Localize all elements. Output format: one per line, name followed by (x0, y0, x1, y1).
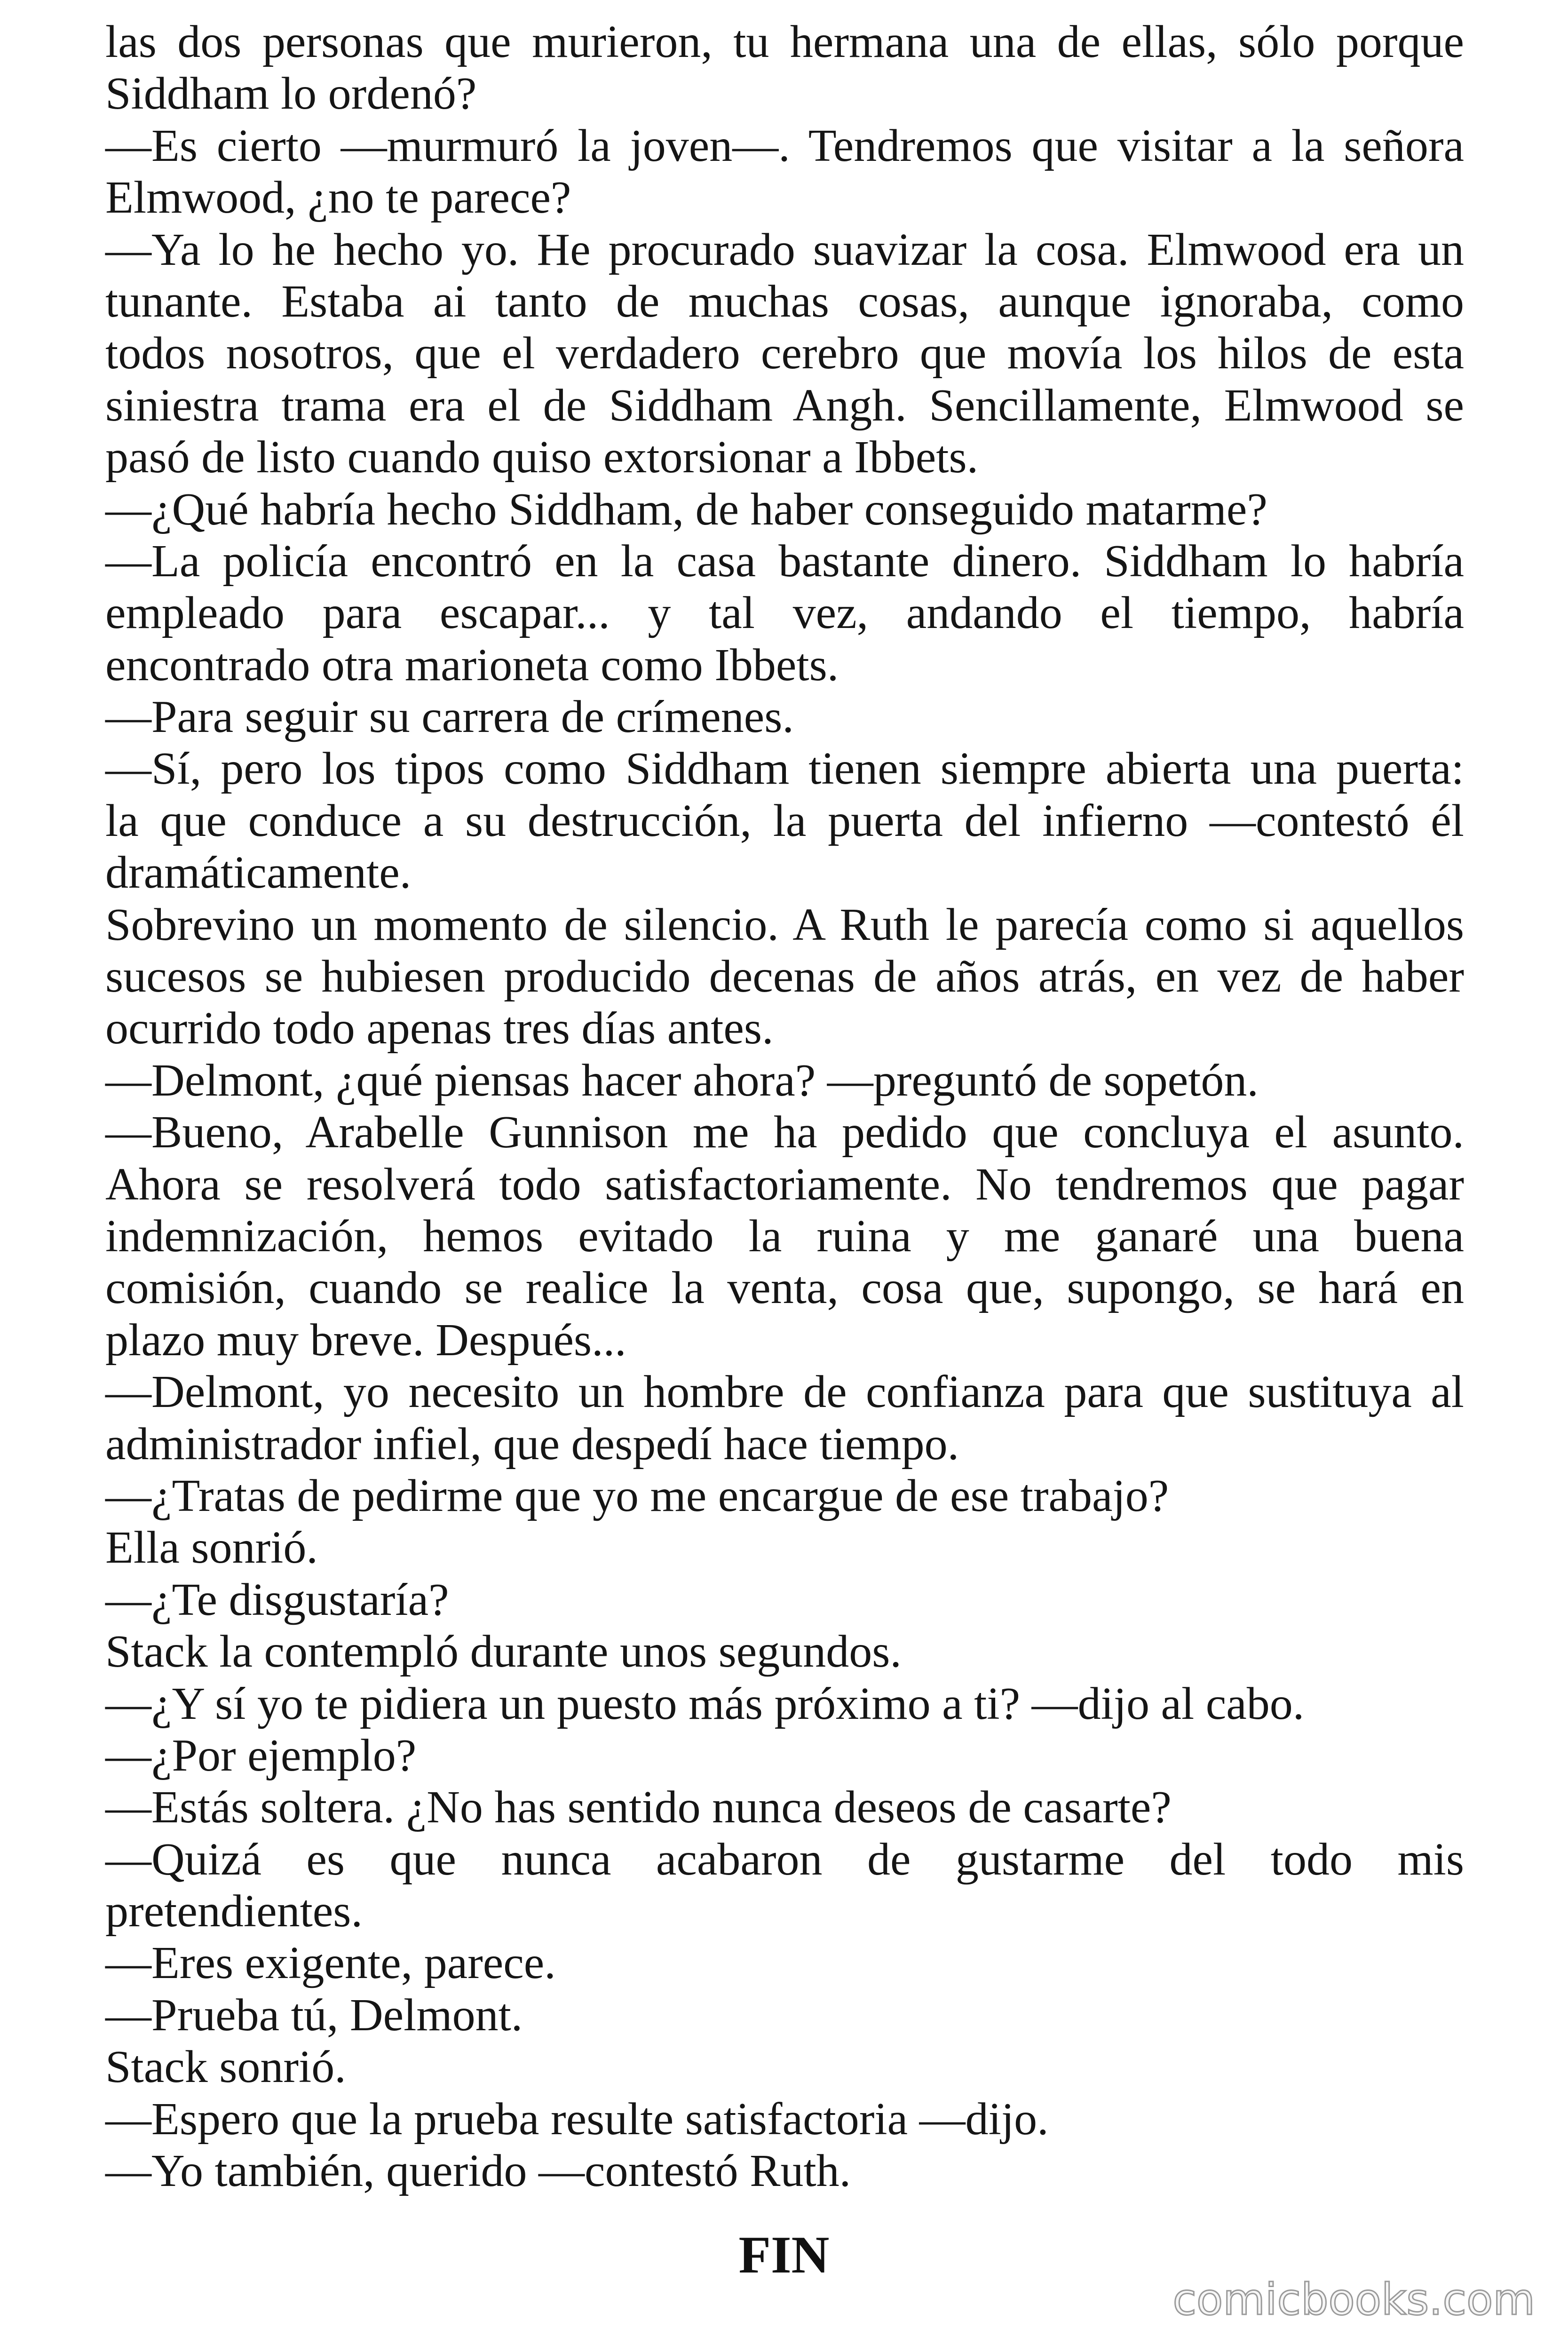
paragraph (105, 1366, 1464, 1470)
paragraph (105, 1626, 1464, 1677)
paragraph (105, 1989, 1464, 2041)
text-line: —Es cierto —murmuró la joven—. Tendremos que visitar a la señora (105, 120, 1464, 171)
text-line: —La policía encontró en la casa bastante dinero. Siddham lo habría (105, 535, 1464, 587)
paragraph (105, 899, 1464, 1055)
paragraph (105, 2041, 1464, 2093)
paragraph (105, 1522, 1464, 1573)
text-line: las dos personas que murieron, tu hermana una de ellas, sólo porque (105, 16, 1464, 67)
text-line: —Eres exigente, parece. (105, 1938, 556, 1989)
paragraph (105, 1730, 1464, 1781)
paragraph (105, 224, 1464, 484)
paragraph (105, 120, 1464, 224)
text-line: empleado para escapar... y tal vez, andando el tiempo, habría (105, 588, 1464, 639)
text-line: —Ya lo he hecho yo. He procurado suavizar la cosa. Elmwood era un (105, 224, 1464, 275)
text-line: sucesos se hubiesen producido decenas de años atrás, en vez de haber (105, 951, 1464, 1002)
text-line: —Quizá es que nunca acabaron de gustarme del todo mis (105, 1834, 1464, 1885)
paragraph (105, 743, 1464, 898)
text-line: Sobrevino un momento de silencio. A Ruth le parecía como si aquellos (105, 899, 1464, 950)
text-line: pasó de listo cuando quiso extorsionar a Ibbets. (105, 432, 979, 483)
text-line: Ella sonrió. (105, 1522, 318, 1573)
text-line: —Bueno, Arabelle Gunnison me ha pedido que concluya el asunto. (105, 1107, 1464, 1158)
paragraph (105, 484, 1464, 535)
text-line: pretendientes. (105, 1886, 363, 1937)
text-line: la que conduce a su destrucción, la puerta del infierno —contestó él (105, 795, 1464, 846)
text-line: —¿Qué habría hecho Siddham, de haber conseguido matarme? (105, 484, 1267, 535)
watermark-logo: comicbooks.com (1172, 2274, 1535, 2325)
text-line: —Yo también, querido —contestó Ruth. (105, 2145, 851, 2197)
text-line: —Delmont, yo necesito un hombre de confianza para que sustituya al (105, 1367, 1464, 1418)
paragraph (105, 1055, 1464, 1106)
paragraph (105, 1781, 1464, 1833)
text-line: todos nosotros, que el verdadero cerebro que movía los hilos de esta (105, 328, 1464, 379)
text-line: administrador infiel, que despedí hace tiempo. (105, 1418, 959, 1470)
end-marker: FIN (738, 2226, 830, 2284)
text-line: encontrado otra marioneta como Ibbets. (105, 639, 839, 691)
text-line: —Prueba tú, Delmont. (105, 1989, 523, 2041)
text-line: indemnización, hemos evitado la ruina y me ganaré una buena (105, 1210, 1464, 1262)
text-line: Siddham lo ordenó? (105, 68, 477, 119)
paragraph (105, 2145, 1464, 2197)
page-text (105, 16, 1464, 2197)
text-line: siniestra trama era el de Siddham Angh. Sencillamente, Elmwood se (105, 380, 1464, 431)
paragraph (105, 1574, 1464, 1626)
paragraph (105, 1106, 1464, 1366)
text-line: —Para seguir su carrera de crímenes. (105, 691, 794, 743)
text-line: Stack la contempló durante unos segundos. (105, 1626, 902, 1677)
paragraph (105, 2093, 1464, 2145)
text-line: Ahora se resolverá todo satisfactoriamente. No tendremos que pagar (105, 1159, 1464, 1210)
text-line: Elmwood, ¿no te parece? (105, 172, 571, 223)
paragraph (105, 1678, 1464, 1730)
text-line: Stack sonrió. (105, 2042, 346, 2093)
paragraph (105, 1470, 1464, 1522)
paragraph (105, 1834, 1464, 1938)
text-line: ocurrido todo apenas tres días antes. (105, 1003, 774, 1054)
text-line: —Delmont, ¿qué piensas hacer ahora? —preguntó de sopetón. (105, 1055, 1259, 1106)
paragraph (105, 691, 1464, 743)
paragraph (105, 535, 1464, 691)
text-line: plazo muy breve. Después... (105, 1314, 626, 1366)
text-line: —¿Tratas de pedirme que yo me encargue de ese trabajo? (105, 1470, 1169, 1521)
text-line: dramáticamente. (105, 847, 412, 898)
text-line: tunante. Estaba ai tanto de muchas cosas, aunque ignoraba, como (105, 276, 1464, 327)
text-line: comisión, cuando se realice la venta, cosa que, supongo, se hará en (105, 1263, 1464, 1314)
text-line: —Sí, pero los tipos como Siddham tienen siempre abierta una puerta: (105, 743, 1464, 795)
text-line: —¿Y sí yo te pidiera un puesto más próximo a ti? —dijo al cabo. (105, 1678, 1305, 1729)
paragraph (105, 16, 1464, 120)
text-line: —¿Por ejemplo? (105, 1730, 417, 1781)
text-line: —¿Te disgustaría? (105, 1574, 449, 1625)
text-line: —Estás soltera. ¿No has sentido nunca deseos de casarte? (105, 1782, 1172, 1833)
text-line: —Espero que la prueba resulte satisfactoria —dijo. (105, 2093, 1049, 2145)
paragraph (105, 1937, 1464, 1989)
